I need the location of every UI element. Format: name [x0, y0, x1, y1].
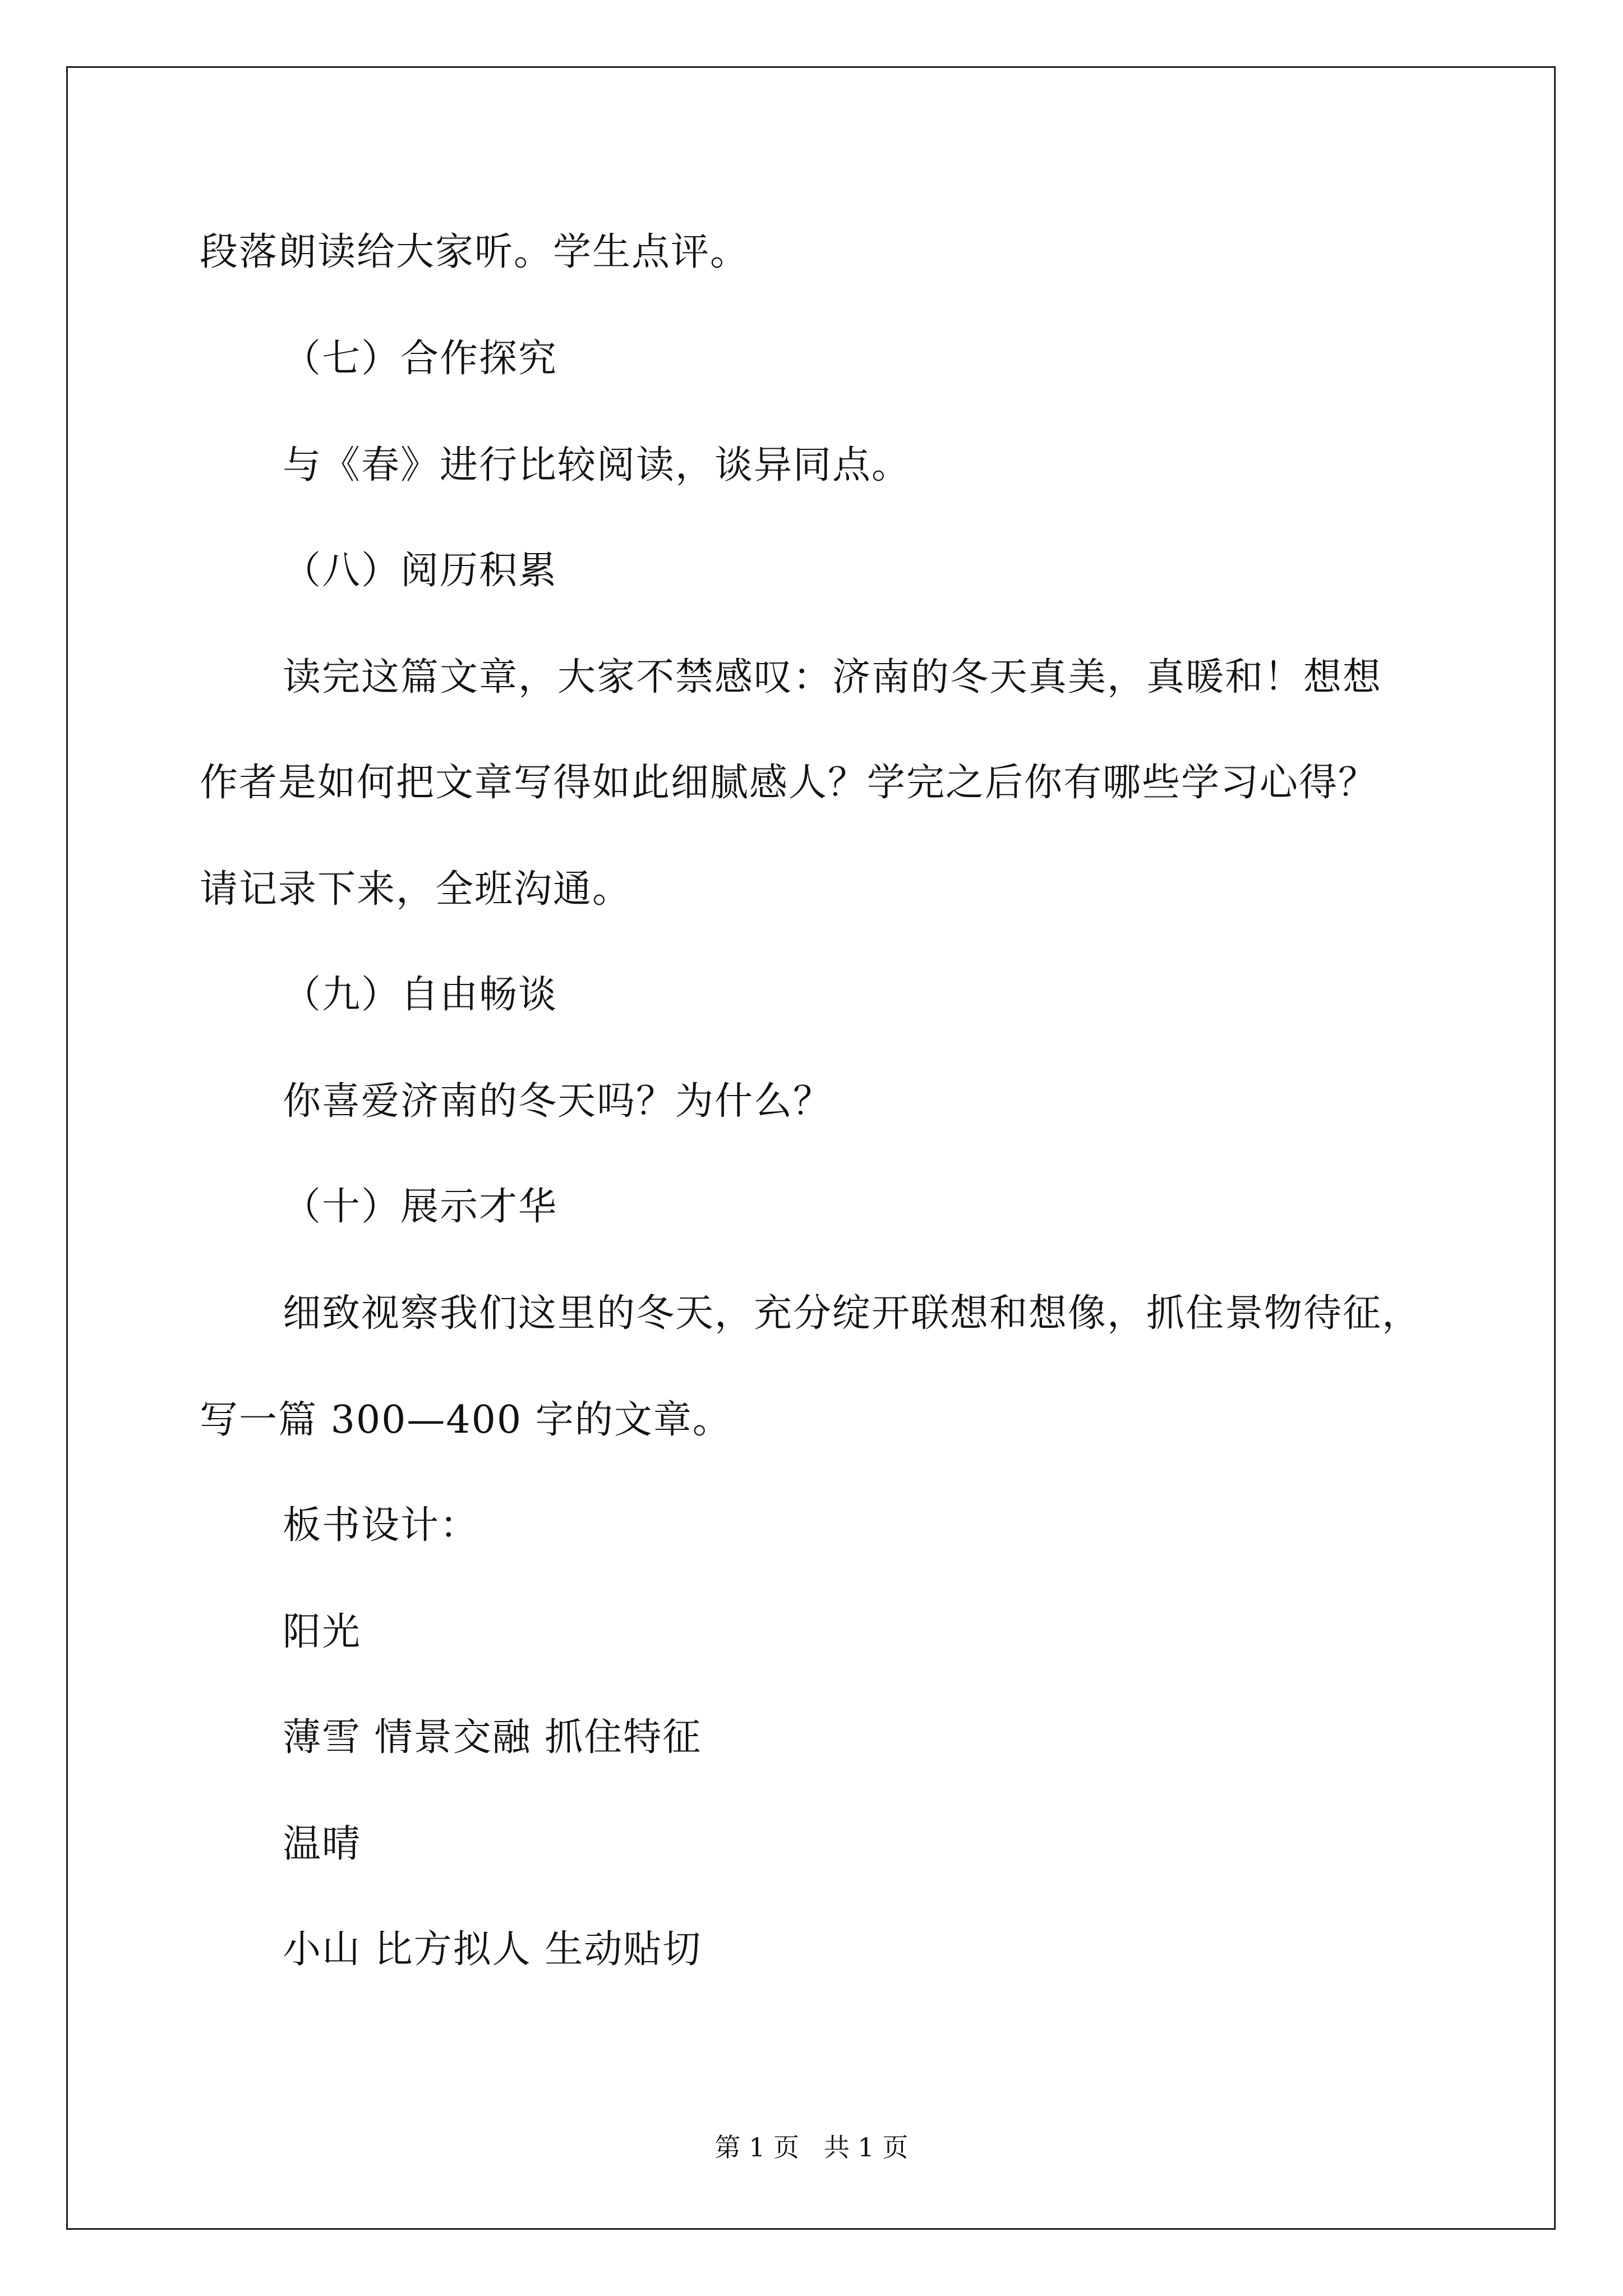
section-heading: （八）阅历积累: [283, 549, 558, 593]
text-line: 温晴: [283, 1822, 362, 1866]
text-line: 请记录下来，全班沟通。: [200, 867, 632, 912]
text-line: 段落朗读给大家听。学生点评。: [200, 230, 750, 274]
section-heading: （七）合作探究: [283, 337, 558, 381]
text-line: 你喜爱济南的冬天吗？为什么？: [283, 1079, 833, 1124]
text-line: 读完这篇文章，大家不禁感叹：济南的冬天真美，真暖和！想想: [283, 655, 1382, 700]
section-heading: （十）展示才华: [283, 1185, 558, 1229]
text-line: 阳光: [283, 1610, 362, 1654]
page-border: [66, 66, 1556, 2230]
text-line: 薄雪 情景交融 抓住特征: [283, 1715, 702, 1760]
text-line: 写一篇 300—400 字的文章。: [200, 1398, 732, 1442]
text-line: 板书设计：: [283, 1503, 479, 1548]
section-heading: （九）自由畅谈: [283, 973, 558, 1017]
text-line: 作者是如何把文章写得如此细腻感人？学完之后你有哪些学习心得？: [200, 761, 1378, 805]
page-footer: 第 1 页 共 1 页: [714, 2132, 909, 2162]
text-line: 细致视察我们这里的冬天，充分绽开联想和想像，抓住景物待征，: [283, 1291, 1422, 1336]
text-line: 小山 比方拟人 生动贴切: [283, 1927, 702, 1972]
text-line: 与《春》进行比较阅读，谈异同点。: [283, 443, 911, 487]
